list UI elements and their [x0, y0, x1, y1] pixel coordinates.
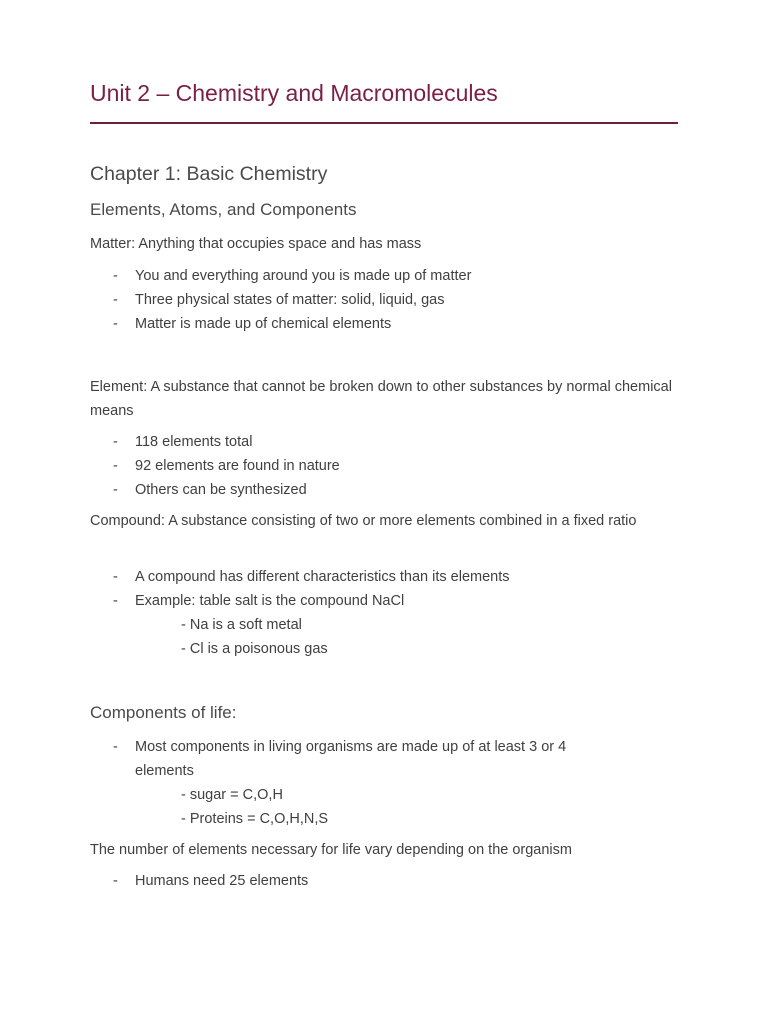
element-definition: Element: A substance that cannot be broken down to other substances by normal chemical means [90, 379, 672, 419]
bullet-dash: - [113, 482, 118, 498]
compound-definition: Compound: A substance consisting of two or more elements combined in a fixed ratio [90, 513, 637, 529]
list-item: - 92 elements are found in nature [90, 454, 690, 478]
unit-title: Unit 2 – Chemistry and Macromolecules [90, 80, 498, 106]
components-list [90, 735, 690, 831]
bullet-dash: - [113, 316, 118, 332]
sub-item: - Proteins = C,O,H,N,S [181, 811, 329, 827]
bullet-dash: - [113, 292, 118, 308]
bullet-dash: - [113, 873, 118, 889]
bullet-dash: - [113, 434, 118, 450]
title-divider [90, 122, 678, 124]
section-heading-components: Components of life: [90, 703, 237, 722]
bullet-dash: - [113, 593, 118, 609]
bullet-dash: - [113, 268, 118, 284]
section-heading-elements: Elements, Atoms, and Components [90, 200, 357, 219]
bullet-dash: - [113, 458, 118, 474]
sub-item: - sugar = C,O,H [181, 787, 283, 803]
humans-list [90, 869, 690, 893]
list-item: - A compound has different characteristics than its elements [90, 565, 690, 589]
list-item: - Humans need 25 elements [90, 869, 690, 893]
chapter-heading: Chapter 1: Basic Chemistry [90, 163, 328, 185]
list-item: - Example: table salt is the compound NaCl - Na is a soft metal - Cl is a poisonous gas [90, 589, 690, 661]
matter-list [90, 264, 690, 336]
list-item: - 118 elements total [90, 430, 690, 454]
list-item: - Matter is made up of chemical elements [90, 312, 690, 336]
matter-definition: Matter: Anything that occupies space and has mass [90, 236, 422, 252]
components-statement: The number of elements necessary for life vary depending on the organism [90, 842, 572, 858]
list-item: - You and everything around you is made up of matter [90, 264, 690, 288]
bullet-dash: - [113, 569, 118, 585]
sub-item: - Cl is a poisonous gas [181, 641, 328, 657]
compound-list [90, 565, 690, 661]
element-list [90, 430, 690, 502]
list-item: - Three physical states of matter: solid, liquid, gas [90, 288, 690, 312]
list-item: - Others can be synthesized [90, 478, 690, 502]
sub-item: - Na is a soft metal [181, 617, 302, 633]
list-item: - Most components in living organisms are made up of at least 3 or 4 elements - sugar = C,O,H - Proteins = C,O,H,N,S [90, 735, 690, 831]
bullet-dash: - [113, 739, 118, 755]
